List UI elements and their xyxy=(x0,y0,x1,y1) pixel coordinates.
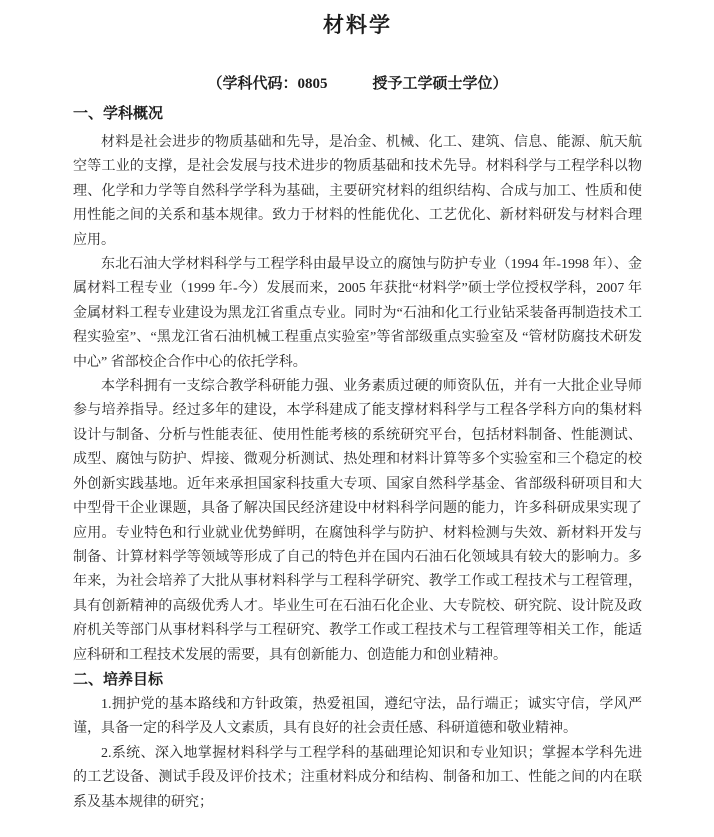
paragraph-discipline-history: 东北石油大学材料科学与工程学科由最早设立的腐蚀与防护专业（1994 年-1998 年）、金属材料工程专业（1999 年-今）发展而来，2005 年获批“材料学”硕士学位授权学科，2007 年金属材料工程专业建设为黑龙江省重点专业。同时为“石油和化工行业钻采装备再制造技术工程实验室”、“黑龙江省石油机械工程重点实验室”等省部级重点实验室及 “管材防腐技术研发中心” 省部校企合作中心的依托学科。 xyxy=(73,257,642,370)
section-heading-training-objectives: 二、培养目标 xyxy=(73,671,164,688)
document-title: 材料学 xyxy=(323,13,392,37)
paragraph-objective-1: 1.拥护党的基本路线和方针政策，热爱祖国，遵纪守法，品行端正；诚实守信，学风严谨，具备一定的科学及人文素质，具有良好的社会责任感、科研道德和敬业精神。 xyxy=(73,696,642,737)
paragraph-materials-intro: 材料是社会进步的物质基础和先导，是冶金、机械、化工、建筑、信息、能源、航天航空等工业的支撑，是社会发展与技术进步的物质基础和技术先导。材料科学与工程学科以物理、化学和力学等自然科学学科为基础，主要研究材料的组织结构、合成与加工、性质和使用性能之间的关系和基本规律。致力于材料的性能优化、工艺优化、新材料研发与材料合理应用。 xyxy=(73,135,642,248)
document-subtitle: （学科代码：0805 授予工学硕士学位） xyxy=(207,76,508,92)
section-heading-discipline-overview: 一、学科概况 xyxy=(73,106,164,122)
paragraph-objective-2: 2.系统、深入地掌握材料科学与工程学科的基础理论知识和专业知识；掌握本学科先进的工艺设备、测试手段及评价技术；注重材料成分和结构、制备和加工、性能之间的内在联系及基本规律的研究； xyxy=(73,745,642,810)
paragraph-faculty-platform: 本学科拥有一支综合教学科研能力强、业务素质过硬的师资队伍，并有一大批企业导师参与培养指导。经过多年的建设，本学科建成了能支撑材料科学与工程各学科方向的集材料设计与制备、分析与性能表征、使用性能考核的系统研究平台，包括材料制备、性能测试、成型、腐蚀与防护、焊接、微观分析测试、热处理和材料计算等多个实验室和三个稳定的校外创新实践基地。近年来承担国家科技重大专项、国家自然科学基金、省部级科研项目和大中型骨干企业课题，具备了解决国民经济建设中材料科学问题的能力，许多科研成果实现了应用。专业特色和行业就业优势鲜明，在腐蚀科学与防护、材料检测与失效、新材料开发与制备、计算材料学等领域等形成了自己的特色并在国内石油石化领域具有较大的影响力。多年来，为社会培养了大批从事材料科学与工程科学研究、教学工作或工程技术与工程管理，具有创新精神的高级优秀人才。毕业生可在石油石化企业、大专院校、研究院、设计院及政府机关等部门从事材料科学与工程研究、教学工作或工程技术与工程管理等相关工作，能适应科研和工程技术发展的需要，具有创新能力、创造能力和创业精神。 xyxy=(73,379,642,663)
